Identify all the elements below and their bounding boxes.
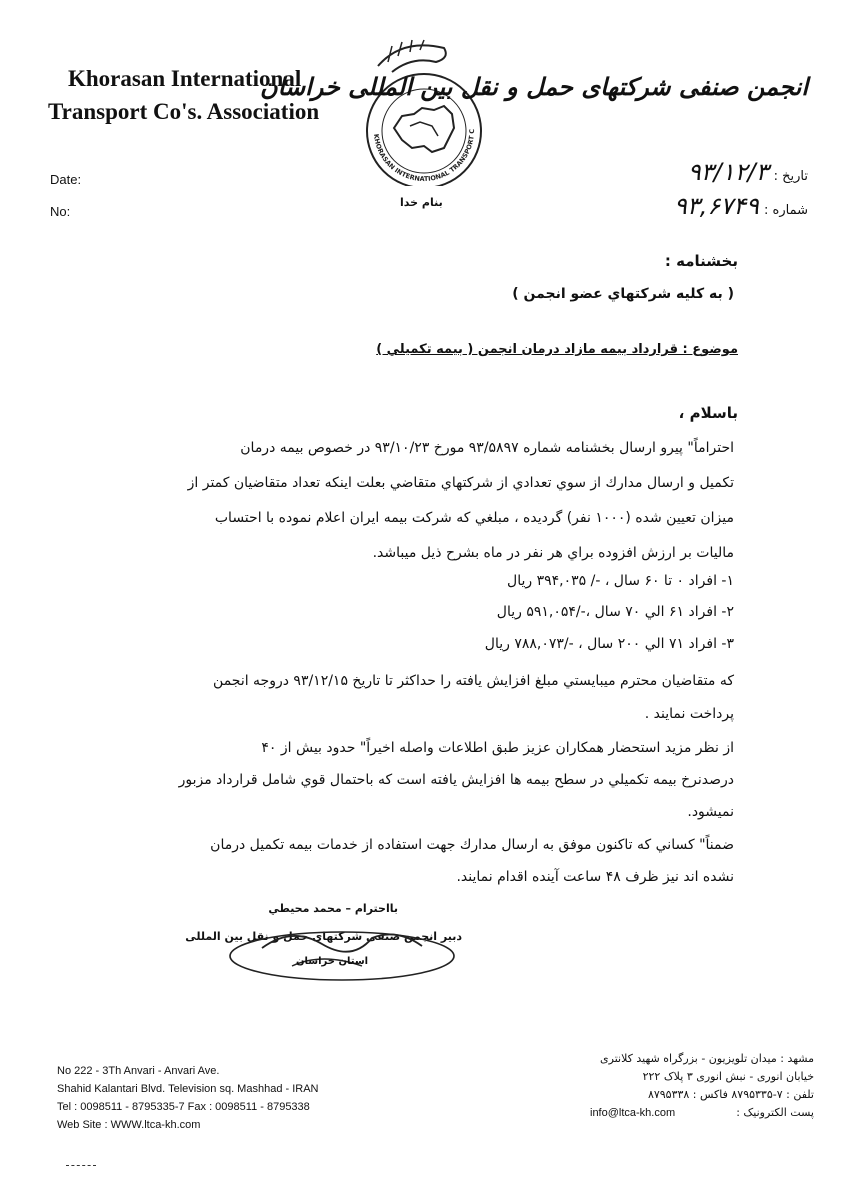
org-name-fa: انجمن صنفی شرکتهای حمل و نقل بین المللی خراسان [260,72,808,101]
rate-item: ۱- افراد ۰ تا ۶۰ سال ، -/ ۳۹۴,۰۳۵ ريال [507,573,734,589]
signature-title: دبير انجمن صنفی شرکتهای حمل و نقل بین المللی [185,930,462,943]
handwritten-signature [222,908,462,988]
paragraph2-line: كه متقاضيان محترم ميبايستي مبلغ افزايش يافته را حداكثر تا تاريخ ۹۳/۱۲/۱۵ دروجه انجمن [213,673,734,689]
paragraph1-line: ماليات بر ارزش افزوده براي هر نفر در ماه بشرح ذيل ميباشد. [372,545,734,561]
fa-number-label: شماره : [764,203,808,218]
footer-website-link[interactable]: Web Site : WWW.ltca-kh.com [57,1119,201,1131]
paragraph3-line: از نظر مزيد استحضار همكاران عزيز طبق اطلاعات واصله اخيراً" حدود بيش از ۴۰ [261,740,734,756]
paragraph1-line: احتراماً" پيرو ارسال بخشنامه شماره ۹۳/۵۸۹۷ مورخ ۹۳/۱۰/۲۳ در خصوص بيمه درمان [240,440,734,456]
fa-number-value: ۹۳,۶۷۴۹ [673,192,759,220]
org-name-en-line1: Khorasan International [68,66,302,91]
association-seal-logo [352,36,492,186]
footer-en-line: Tel : 0098511 - 8795335-7 Fax : 0098511 - 8795338 [57,1101,310,1113]
footer-fa-line: خیابان انوری - نبش انوری ۳ پلاک ۲۲۲ [642,1070,814,1083]
fa-number-row [674,192,808,220]
fa-date-label: تاریخ : [773,169,808,184]
footer-fa-line: تلفن : ۷-۸۷۹۵۳۳۵ فاکس : ۸۷۹۵۳۳۸ [647,1088,814,1101]
footer-en-line: No 222 - 3Th Anvari - Anvari Ave. [57,1065,220,1077]
fa-date-value: ۹۳/۱۲/۳ [687,158,769,186]
footer-divider [66,1165,96,1166]
paragraph2-line: پرداخت نمايند . [644,706,734,722]
letter-recipient: ( به کلیه شرکتهاي عضو انجمن ) [512,286,734,302]
footer-en-line: Shahid Kalantari Blvd. Television sq. Mashhad - IRAN [57,1083,319,1095]
number-label: No: [50,204,71,219]
footer-fa-line: مشهد : میدان تلویزیون - بزرگراه شهید کلانتری [600,1052,814,1065]
footer-email-link[interactable]: info@ltca-kh.com [590,1107,676,1119]
rate-item: ۳- افراد ۷۱ الي ۲۰۰ سال ، -/۷۸۸,۰۷۳ ريال [484,636,734,652]
paragraph4-line: نشده اند نيز ظرف ۴۸ ساعت آينده اقدام نمايند. [456,869,734,885]
seal-ring-text: KHORASAN INTERNATIONAL TRANSPORT C [372,128,477,184]
org-name-en-line2: Transport Co's. Association [48,99,320,124]
paragraph4-line: ضمناً" كساني كه تاكنون موفق به ارسال مدارك جهت استفاده از خدمات بيمه تكميل درمان [210,837,734,853]
footer-address-en [57,1062,319,1134]
signature-closing: بااحترام – محمد محيطي [268,902,398,915]
letter-type: بخشنامه : [664,252,738,270]
basmala: بنام خدا [400,196,443,209]
paragraph1-line: تكميل و ارسال مدارك از سوي تعدادي از شركتهاي متقاضي بعلت اينكه تعداد متقاضيان كمتر از [187,475,734,491]
paragraph1-line: ميزان تعيين شده (۱۰۰۰ نفر) گرديده ، مبلغي كه شركت بيمه ايران اعلام نموده با احتساب [214,510,734,526]
paragraph3-line: درصدنرخ بيمه تكميلي در سطح بيمه ها افزايش يافته است كه باحتمال قوي شامل قرارداد مزبور [178,772,734,788]
letter-subject: موضوع : قرارداد بيمه مازاد درمان انجمن ( بيمه تكميلي ) [376,342,738,357]
paragraph3-line: نميشود. [687,804,734,820]
fa-date-row [688,158,808,186]
footer-fa-line: پست الکترونیک : [736,1106,814,1119]
date-label: Date: [50,172,82,187]
rate-item: ۲- افراد ۶۱ الي ۷۰ سال ،-/۵۹۱,۰۵۴ ريال [496,604,734,620]
stamp-text: استان خراسان [296,956,369,967]
greeting: باسلام ، [678,404,738,422]
